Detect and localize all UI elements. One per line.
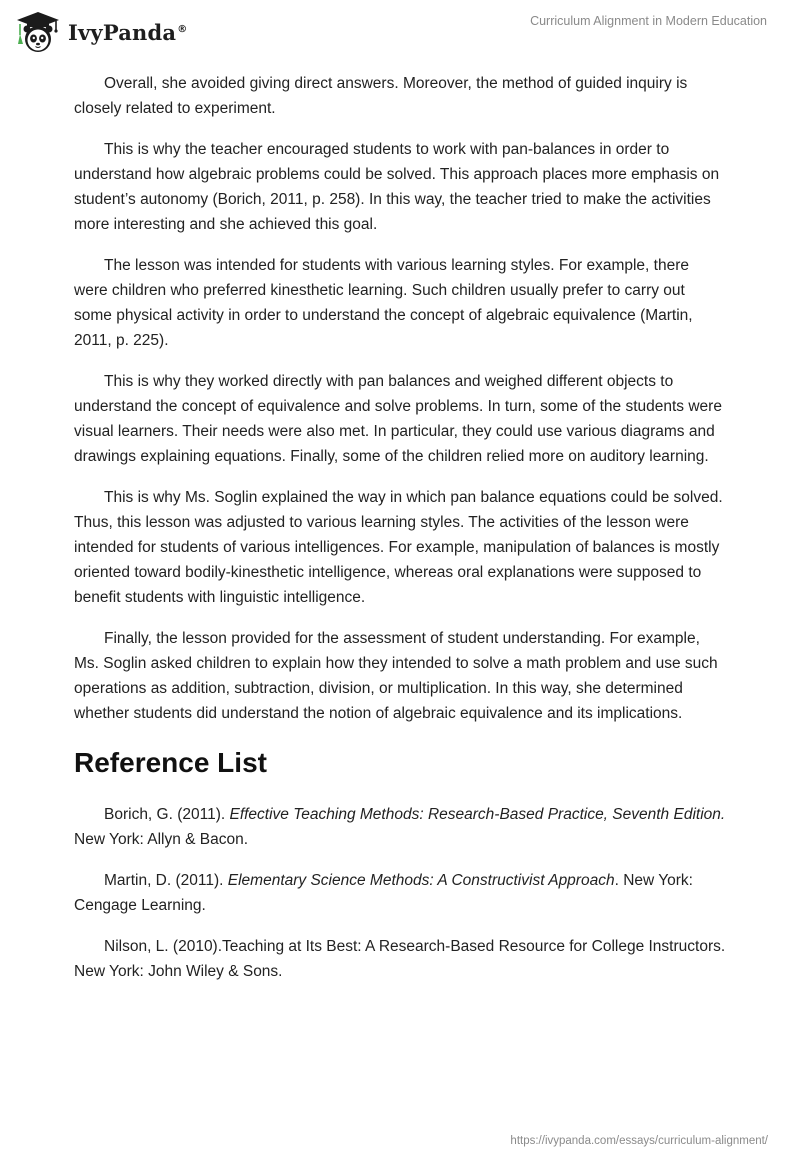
source-url[interactable]: https://ivypanda.com/essays/curriculum-alignment/ <box>510 1135 768 1147</box>
reference-title: Effective Teaching Methods: Research-Based Practice, Seventh Edition. <box>229 806 726 823</box>
logo-wordmark <box>68 20 187 45</box>
paragraph: Finally, the lesson provided for the assessment of student understanding. For example, Ms. Soglin asked children to explain how they intended to solve a math problem and use such operations as addition, subtraction, division, or multiplication. In this way, she determined whether students did understand the notion of algebraic equivalence and its implications. <box>74 630 718 722</box>
ivypanda-logo[interactable] <box>14 10 187 54</box>
panda-graduate-icon <box>14 10 62 54</box>
reference-list-heading: Reference List <box>74 747 267 778</box>
reference-author: Martin, D. (2011). <box>104 872 228 889</box>
paragraph: Overall, she avoided giving direct answers. Moreover, the method of guided inquiry is closely related to experiment. <box>74 75 688 117</box>
paragraph: This is why Ms. Soglin explained the way in which pan balance equations could be solved. Thus, this lesson was adjusted to various learning styles. The activities of the lesson were intended for students of various intelligences. For example, manipulation of balances is mostly oriented toward bodily-kinesthetic intelligence, whereas oral explanations were supposed to benefit students with linguistic intelligence. <box>74 489 723 606</box>
page-header <box>0 0 800 64</box>
paragraph: The lesson was intended for students with various learning styles. For example, there were children who preferred kinesthetic learning. Such children usually prefer to carry out some physical activity in order to understand the concept of algebraic equivalence (Martin, 2011, p. 225). <box>74 257 693 349</box>
essay-content <box>74 71 726 1000</box>
registered-mark: ® <box>177 23 188 35</box>
paragraph: This is why they worked directly with pan balances and weighed different objects to understand the concept of equivalence and solve problems. In turn, some of the students were visual learners. Their needs were also met. In particular, they could use various diagrams and drawings explaining equations. Finally, some of the children relied more on auditory learning. <box>74 373 722 465</box>
reference-title: Elementary Science Methods: A Constructivist Approach <box>227 872 615 889</box>
reference-item <box>74 934 726 984</box>
reference-publisher: New York: Allyn & Bacon. <box>74 831 249 848</box>
paragraph: This is why the teacher encouraged students to work with pan-balances in order to understand how algebraic problems could be solved. This approach places more emphasis on student’s autonomy (Borich, 2011, p. 258). In this way, the teacher tried to make the activities more interesting and she achieved this goal. <box>74 141 720 233</box>
document-title: Curriculum Alignment in Modern Education <box>530 14 767 28</box>
reference-text: Nilson, L. (2010).Teaching at Its Best: A Research-Based Resource for College Instructors. New York: John Wiley & Sons. <box>74 938 726 980</box>
reference-author: Borich, G. (2011). <box>104 806 230 823</box>
reference-publisher: . New York: Cengage Learning. <box>74 872 693 914</box>
logo-name: IvyPanda <box>68 19 177 45</box>
reference-item <box>74 868 726 918</box>
reference-item <box>74 802 726 852</box>
